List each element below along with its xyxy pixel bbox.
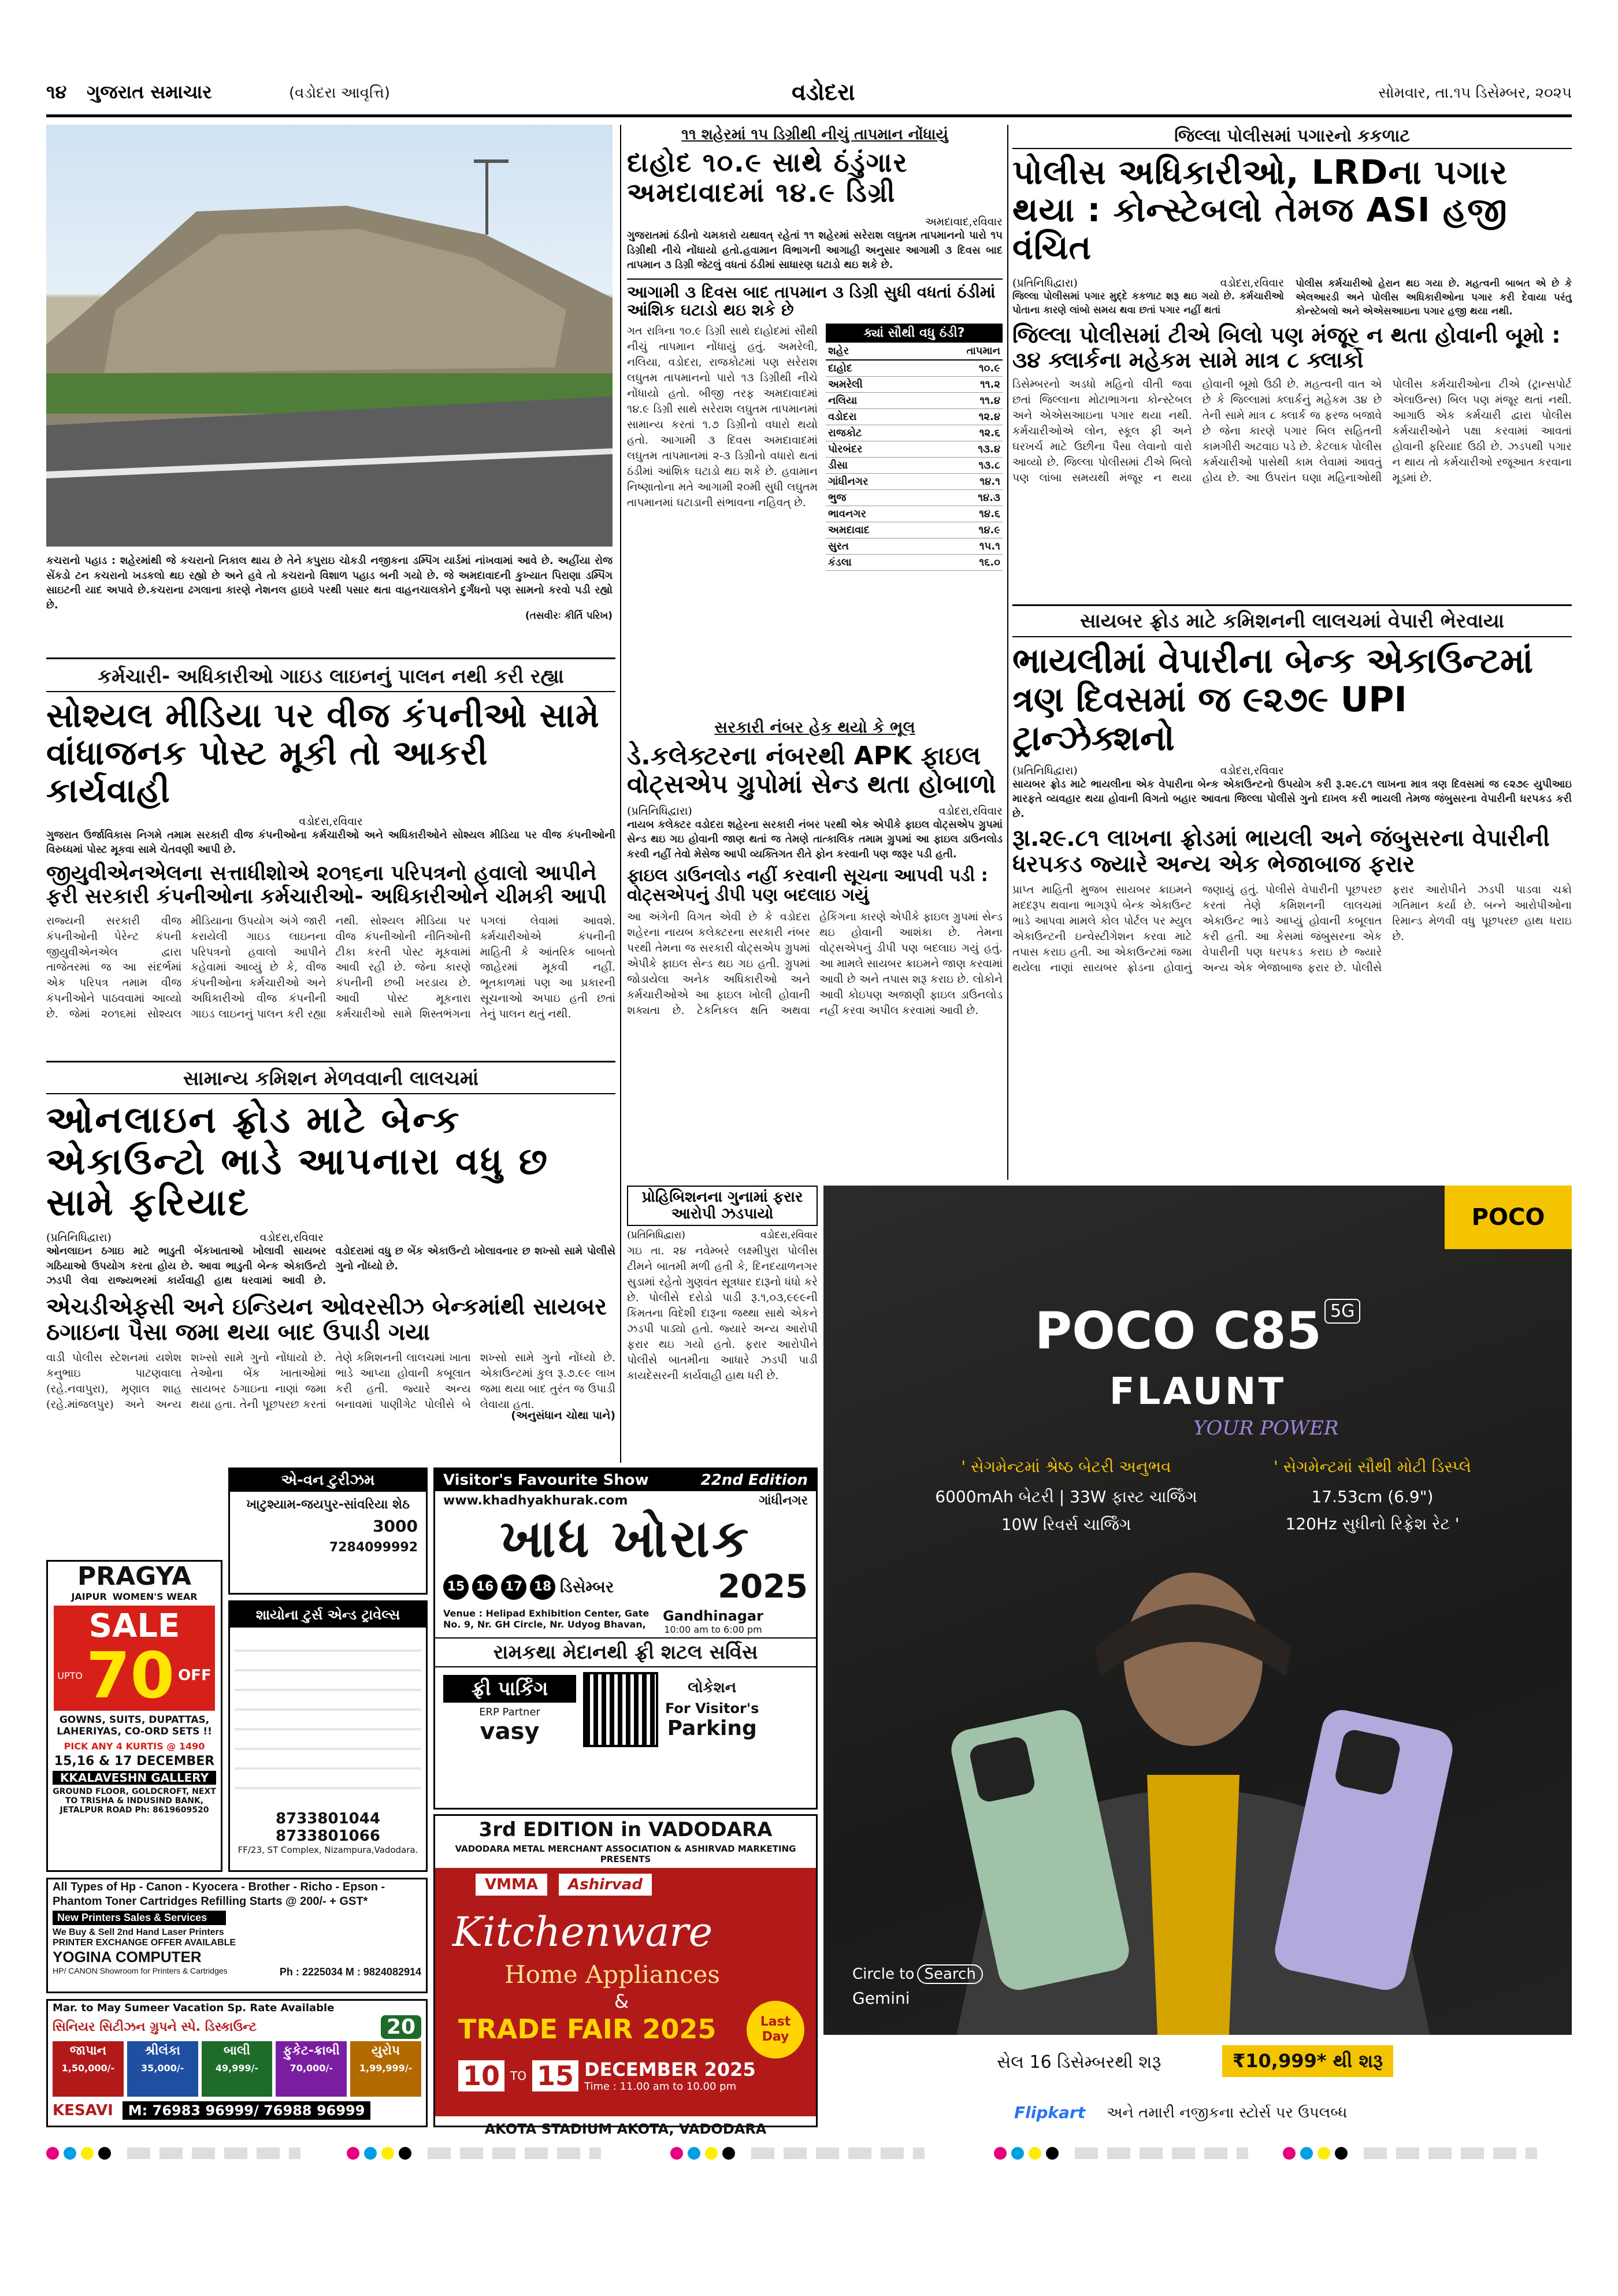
kitchenware-ad[interactable] <box>433 1814 818 2137</box>
kitchen-time: Time : 11.00 am to 10.00 pm <box>584 2080 737 2093</box>
kesavi-years: 20 <box>381 2015 421 2039</box>
khadya-time: 10:00 am to 6:00 pm <box>664 1624 762 1635</box>
upi-lead: સાયબર ફ્રોડ માટે ભાયલીના એક વેપારીના બેન્ક એકાઉન્ટનો ઉપયોગ કરી રૂ.૨૯.૮૧ લાખના માત્ર ત્રણ દિવસમાં જ ૯૨૭૯ યુપીઆઇ મારફતે વ્યવહાર થયા હોવાની વિગતો બહાર આવતા જિલ્લા પોલીસે ગુનો દાખલ કરી ભાયલી તેમજ જંબુસરના વેપારીની ધરપકડ કરી છે. <box>1012 778 1572 820</box>
khadya-day: 16 <box>472 1574 498 1600</box>
power-kicker: કર્મચારી- અધિકારીઓ ગાઇડ લાઇનનું પાલન નથી કરી રહ્યા <box>46 662 615 692</box>
kitchen-fair: TRADE FAIR 2025 <box>458 2013 717 2045</box>
khadya-khorak-ad[interactable] <box>433 1467 818 1810</box>
temp-city: અમરેલી <box>828 378 863 391</box>
kesavi-tour-box[interactable] <box>276 2041 347 2097</box>
masthead-rule <box>46 114 1572 117</box>
kitchen-last-day: Last Day <box>747 2001 804 2059</box>
online-headline: ઓનલાઇન ફ્રોડ માટે બેન્ક એકાઉન્ટો ભાડે આપનારા વધુ છ સામે ફરિયાદ <box>46 1099 550 1225</box>
kesavi-tour-name: બાલી <box>224 2044 250 2058</box>
registration-dot <box>347 2147 359 2160</box>
temp-col-city: શહેર <box>828 345 849 358</box>
police-lead-1: જિલ્લા પોલીસમાં પગાર મુદ્દે કકળાટ શરૂ થઇ ગયો છે. કર્મચારીઓ પોતાના કારણે લાંબો સમય થવા છતાં પગાર નહીં થતાં <box>1012 290 1284 316</box>
temp-kicker: ૧૧ શહેરમાં ૧૫ ડિગ્રીથી નીચું તાપમાન નોંધાયું <box>681 126 948 143</box>
registration-dot <box>688 2147 700 2160</box>
registration-dot <box>1335 2147 1348 2160</box>
kitchen-to: TO <box>510 2068 526 2083</box>
yogina-phone[interactable]: Ph : 2225034 M : 9824082914 <box>279 1966 421 1978</box>
pragya-dates: 15,16 & 17 DECEMBER <box>54 1754 215 1769</box>
date-line: સોમવાર, તા.૧૫ ડિસેમ્બર, ૨૦૨૫ <box>1378 84 1572 102</box>
online-kicker: સામાન્ય કમિશન મેળવવાની લાલચમાં <box>46 1064 615 1094</box>
temp-col-temp: તાપમાન <box>966 345 1000 358</box>
temp-table <box>826 324 1003 571</box>
police-headline: પોલીસ અધિકારીઓ, LRDના પગાર થયા : કોન્સ્ટેબલો તેમજ ASI હજી વંચિત <box>1012 153 1508 267</box>
kesavi-tour-name: જાપાન <box>69 2044 107 2058</box>
khadya-place: Gandhinagar <box>663 1608 763 1624</box>
kesavi-phone[interactable]: M: 76983 96999/ 76988 96999 <box>123 2101 371 2120</box>
kesavi-tour-price: 49,999/- <box>215 2063 259 2074</box>
khadya-day: 15 <box>443 1574 469 1600</box>
temp-subhead: આગામી ૩ દિવસ બાદ તાપમાન ૩ ડિગ્રી સુધી વધતાં ઠંડીમાં આંશિક ઘટાડો થઇ શકે છે <box>627 278 1003 319</box>
temp-city: નલિયા <box>828 395 858 407</box>
temp-table-title: ક્યાં સૌથી વધુ ઠંડી? <box>826 324 1003 343</box>
section-rule-2 <box>46 1061 615 1062</box>
poco-sale-date: સેલ 16 ડિસેમ્બરથી શરૂ <box>997 2052 1161 2072</box>
temp-body: ગત રાત્રિના ૧૦.૯ ડિગ્રી સાથે દાહોદમાં સૌથી નીચું તાપમાન નોંધાયું હતું. અમરેલી, નલિયા, વડોદરા, રાજકોટમાં પણ સરેરાશ લઘુતમ તાપમાનનો પારો ૧૩ ડિગ્રીથી નીચે નોંધાયો હતો. બીજી તરફ અમદાવાદમાં ૧૪.૯ ડિગ્રી સાથે સરેરાશ લઘુતમ તાપમાનમાં સામાન્ય કરતાં ૧.૭ ડિગ્રીનો વધારો થયો હતો. આગામી ૩ દિવસ અમદાવાદમાં લઘુતમ તાપમાનમાં ૨-૩ ડિગ્રીનો વધારો થતાં ઠંડીમાં આંશિક ઘટાડો થઇ શકે છે. હવામાન નિષ્ણાતોના મતે આગામી ૨૦મી સુધી લઘુતમ તાપમાનમાં ઘટાડાની સંભાવના નહિવત્ છે. <box>627 325 818 510</box>
temp-city: ડીસા <box>828 459 848 472</box>
kesavi-name: KESAVI <box>53 2102 113 2119</box>
temp-city: કંડલા <box>828 556 852 569</box>
online-byline: (પ્રતિનિધિદ્વારા) <box>46 1231 112 1244</box>
temp-value: ૧૧.૨ <box>979 378 1000 391</box>
yogina-line-2: Phantom Toner Cartridges Refilling Starts @ 200/- + GST* <box>53 1895 368 1908</box>
shayona-address: FF/23, ST Complex, Nizampura,Vadodara. <box>237 1845 418 1855</box>
pragya-pick: PICK ANY 4 KURTIS @ 1490 <box>64 1741 205 1752</box>
khadya-qr-code[interactable] <box>583 1672 658 1747</box>
registration-dot <box>1046 2147 1059 2160</box>
apk-story <box>627 716 1003 1179</box>
yogina-computer-ad[interactable] <box>46 1878 428 1993</box>
police-body: ડિસેમ્બરનો અડધો મહિનો વીતી જવા છતાં જિલ્લાના મોટાભાગના કોન્સ્ટેબલ અને એએસઆઇના પગાર થયા નથી. કર્મચારીઓએ લોન, સ્કૂલ ફી અને ઘરખર્ચ માટે ઉછીના પૈસા લેવાનો વારો આવ્યો છે. જિલ્લા પોલીસમાં ટીએ બિલો પણ લાંબા સમયથી મંજૂર ન થયા હોવાની બૂમો ઉઠી છે. મહત્વની વાત એ છે કે જિલ્લામાં ક્લાર્કનું મહેકમ ૩૪ છે તેની સામે માત્ર ૮ ક્લાર્ક જ ફરજ બજાવે છે જેના કારણે પગાર બિલ સહિતની કામગીરી અટવાઇ પડે છે. કેટલાક પોલીસ કર્મચારીઓ પાસેથી કામ લેવામાં આવતું હોય છે. આ ઉપરાંત ઘણા મહિનાઓથી પોલીસ કર્મચારીઓના ટીએ (ટ્રાન્સપોર્ટ એલાઉન્સ) બિલ પણ મંજૂર થતાં નથી. આગાઉ એક કર્મચારી દ્વારા પોલીસ કર્મચારીઓને પક્ષા કરવામાં આવતાં હોવાની ફરિયાદ ઉઠી છે. ઝડપથી પગાર ન થાય તો કર્મચારીઓ રજૂઆત કરવાના મૂડમાં છે. <box>1012 378 1572 485</box>
garbage-photo <box>46 125 613 547</box>
kitchen-venue: AKOTA STADIUM AKOTA, VADODARA <box>484 2121 767 2137</box>
a-one-line: ખાટુશ્યામ-જયપુર-સાંવરિયા શેઠ <box>246 1498 410 1512</box>
prohibition-story <box>627 1186 818 1463</box>
apk-byline: (પ્રતિનિધિદ્વારા) <box>627 804 692 818</box>
khadya-venue: Venue : Helipad Exhibition Center, Gate No. 9, Nr. GH Circle, Nr. Udyog Bhavan, <box>443 1608 650 1630</box>
temp-value: ૧૨.૬ <box>979 427 1000 440</box>
temp-dateline: અમદાવાદ,રવિવાર <box>925 216 1003 229</box>
kesavi-tour-price: 1,99,999/- <box>359 2063 413 2074</box>
temp-city: દાહોદ <box>828 362 852 375</box>
apk-body: આ અંગેની વિગત એવી છે કે વડોદરા શહેરના નાયબ કલેક્ટરના સરકારી નંબર પરથી તેમના જ સરકારી વોટ્સએપ ગ્રુપમાં એપીકે ફાઇલ સેન્ડ થઇ ગઇ હતી. ગ્રુપમાં જોડાયેલા અનેક અધિકારીઓ અને કર્મચારીઓએ આ ફાઇલ ખોલી હોવાની શક્યતા છે. ટેકનિકલ ક્ષતિ અથવા હેકિંગના કારણે એપીકે ફાઇલ ગ્રુપમાં સેન્ડ થઇ હોવાની આશંકા છે. તેમના વોટ્સએપનું ડીપી પણ બદલાઇ ગયું હતું. આ મામલે સાયબર ક્રાઇમને જાણ કરવામાં આવી છે અને તપાસ શરૂ કરાઇ છે. લોકોને આવી કોઇપણ અજાણી ફાઇલ ડાઉનલોડ નહીં કરવા અપીલ કરવામાં આવી છે. <box>627 911 1003 1017</box>
kesavi-tour-box[interactable] <box>350 2041 421 2097</box>
temp-value: ૧૨.૪ <box>978 411 1000 423</box>
a-one-price: 3000 <box>373 1517 418 1536</box>
temp-table-row <box>826 538 1003 555</box>
column-rule-b <box>1007 125 1008 1180</box>
police-subhead: જિલ્લા પોલીસમાં ટીએ બિલો પણ મંજૂર ન થતા હોવાની બૂમો : ૩૪ ક્લાર્કના મહેકમ સામે માત્ર ૮ ક્લાર્કો <box>1012 322 1561 373</box>
temp-value: ૧૪.૯ <box>978 524 1000 537</box>
kesavi-tour-box[interactable] <box>53 2041 124 2097</box>
pragya-shop: KKALAVESHN GALLERY <box>53 1771 216 1785</box>
khadya-month: ડિસેમ્બર <box>560 1577 614 1596</box>
temp-city: ભુજ <box>828 492 847 504</box>
kitchen-month: DECEMBER 2025 <box>584 2059 756 2080</box>
poco-feature-display-a: 17.53cm (6.9") <box>1311 1487 1434 1506</box>
yogina-line-5: PRINTER EXCHANGE OFFER AVAILABLE <box>53 1938 236 1948</box>
apk-headline: ડે.કલેક્ટરના નંબરથી APK ફાઇલ વોટ્સએપ ગ્રુપોમાં સેન્ડ થતા હોબાળો <box>627 741 996 800</box>
power-lead: ગુજરાત ઉર્જાવિકાસ નિગમે તમામ સરકારી વીજ કંપનીઓના કર્મચારીઓ અને અધિકારીઓને સોશ્યલ મીડિયા પર વીજ કંપનીઓની વિરુધ્ધમાં પોસ્ટ મૂકવા સામે ચેતવણી આપી છે. <box>46 829 615 856</box>
police-dateline: વડોદરા,રવિવાર <box>1220 276 1284 289</box>
registration-dot <box>994 2147 1007 2160</box>
kesavi-tour-price: 70,000/- <box>290 2063 333 2074</box>
poco-model: POCO C85 <box>1034 1301 1322 1361</box>
online-subhead: એચડીએફસી અને ઇન્ડિયન ઓવરસીઝ બેન્કમાંથી સાયબર ઠગાઇના પૈસા જમા થયા બાદ ઉપાડી ગયા <box>46 1293 607 1346</box>
khadya-day: 18 <box>530 1574 555 1600</box>
registration-dot <box>1283 2147 1296 2160</box>
upi-story <box>1012 604 1572 1171</box>
upi-body: પ્રાપ્ત માહિતી મુજબ સાયબર ક્રાઇમને મદદરૂપ થવાના ભાગરૂપે બેન્ક એકાઉન્ટ ભાડે આપવા મામલે કોલ પોર્ટલ પર મ્યુલ એકાઉન્ટની ઇન્વેસ્ટીગેશન કરવા માટે તપાસ કરાઇ હતી. આ એકાઉન્ટમાં જમા થયેલા નાણાં સાયબર ફ્રોડના હોવાનું જણાયું હતું. પોલીસે વેપારીની પૂછપરછ કરતાં તેણે કમિશનની લાલચમાં એકાઉન્ટ ભાડે આપ્યું હોવાની કબૂલાત કરી હતી. આ કેસમાં જંબુસરના એક વેપારીની પણ ધરપકડ કરાઇ છે જ્યારે અન્ય એક ભેજાબાજ ફરાર છે. પોલીસે ફરાર આરોપીને ઝડપી પાડવા ચક્રો ગતિમાન કર્યા છે. બન્ને આરોપીઓના રિમાન્ડ મેળવી વધુ પૂછપરછ હાથ ધરાઇ છે. <box>1012 883 1572 974</box>
temp-table-row <box>826 555 1003 571</box>
kesavi-tour-name: ફુકેટ-ક્રાબી <box>283 2044 340 2058</box>
kesavi-tour-name: યુરોપ <box>372 2044 400 2058</box>
poco-tag-power: YOUR POWER <box>1193 1417 1339 1440</box>
pragya-items: GOWNS, SUITS, DUPATTAS, LAHERIYAS, CO-ORD SETS !! <box>57 1714 212 1737</box>
pragya-city: JAIPUR <box>71 1591 107 1602</box>
online-lead: ઓનલાઇન ઠગાઇ માટે ભાડુતી બેંકખાતાઓ ખોલાવી સાયબર ગઠિયાઓ ઉપયોગ કરતા હોય છે. આવા ભાડુતી બેન્ક એકાઉન્ટો ઝડપી લેવા રાજ્યભરમાં કાર્યવાહી હાથ ધરવામાં આવી છે. વડોદરામાં વધુ છ બેંક એકાઉન્ટો ખોલાવનાર છ શખ્સો સામે પોલીસે ગુનો નોંધ્યો છે. <box>46 1245 615 1287</box>
prohibition-byline: (પ્રતિનિધિદ્વારા) <box>627 1229 685 1242</box>
kesavi-tour-box[interactable] <box>202 2041 273 2097</box>
poco-search-label: Search <box>917 1964 982 1984</box>
poco-circle-label: Circle to <box>852 1966 915 1983</box>
a-one-mobile[interactable]: 7284099992 <box>329 1540 418 1555</box>
photo-caption <box>46 553 613 622</box>
poco-5g-badge: 5G <box>1324 1299 1360 1324</box>
kitchen-start-day: 10 <box>458 2060 504 2091</box>
apk-subhead: ફાઇલ ડાઉનલોડ નહીં કરવાની સૂચના આપવી પડી : વોટ્સએપનું ડીપી પણ બદલાઇ ગયું <box>627 865 988 905</box>
temp-value: ૧૫.૧ <box>979 540 1000 553</box>
pragya-address: GROUND FLOOR, GOLDCROFT, NEXT TO TRISHA & INDUSIND BANK, JETALPUR ROAD Ph: 8619609520 <box>53 1787 216 1815</box>
kitchen-title: Kitchenware <box>452 1908 713 1956</box>
photo-caption-text: કચરાનો પહાડ : શહેરમાંથી જે કચરાનો નિકાલ થાય છે તેને કપુરાઇ ચોકડી નજીકના ડમ્પિંગ યાર્ડમાં નાંખવામાં આવે છે. અહીંયા રોજ સેંકડો ટન કચરાનો ખડકલો થઇ રહ્યો છે અને હવે તો કચરાનો વિશાળ પહાડ બની ગયો છે. જે અમદાવાદની કુખ્યાત પિરાણા ડમ્પિંગ સાઇટની યાદ અપાવે છે.કચરાના ઢગલાના કારણે નેશનલ હાઇવે પરથી પસાર થતા વાહનચાલકોને દુર્ગંધનો પણ સામનો કરવો પડી રહ્યો છે. <box>46 555 613 611</box>
temp-value: ૧૪.૧ <box>979 475 1000 488</box>
khadya-title: ખાધ ખોરાક <box>500 1509 751 1569</box>
poco-gemini-label: Gemini <box>852 1989 910 2008</box>
pragya-name: PRAGYA <box>77 1562 192 1591</box>
city-name: વડોદરા <box>792 79 855 106</box>
khadya-top: Visitor's Favourite Show <box>443 1472 649 1489</box>
apk-kicker: સરકારી નંબર હેક થયો કે ભૂલ <box>714 718 915 737</box>
temp-value: ૧૩.૮ <box>978 459 1000 472</box>
temp-value: ૧૬.૦ <box>979 556 1000 569</box>
power-dateline: વડોદરા,રવિવાર <box>299 815 363 828</box>
shayona-phone-1[interactable]: 8733801044 <box>276 1810 380 1827</box>
online-fraud-story <box>46 1064 615 1463</box>
power-headline: સોશ્યલ મીડિયા પર વીજ કંપનીઓ સામે વાંધાજનક પોસ્ટ મૂકી તો આકરી કાર્યવાહી <box>46 696 600 810</box>
khadya-shuttle: રામકથા મેદાનથી ફ્રી શટલ સર્વિસ <box>435 1637 816 1667</box>
yogina-line-1: All Types of Hp - Canon - Kyocera - Brother - Richo - Epson - <box>53 1881 385 1893</box>
temp-table-row <box>826 361 1003 377</box>
online-continued: (અનુસંધાન ચોથા પાને) <box>511 1409 615 1422</box>
upi-byline: (પ્રતિનિધિદ્વારા) <box>1012 764 1078 777</box>
khadya-vp1: For Visitor's <box>665 1700 759 1717</box>
column-rule-a <box>620 125 621 1463</box>
temp-table-row <box>826 377 1003 393</box>
online-body: વાડી પોલીસ સ્ટેશનમાં યશેશ કનુભાઇ પાટણવાલા (રહે.નવાપુરા), મૃણાલ શાહ (રહે.માંજલપુર) અને અન્ય શખ્સો સામે ગુનો નોંધાયો છે. તેઓના બેંક ખાતાઓમાં સાયબર ઠગાઇના નાણાં જમા થયા હતા. તેની પૂછપરછ કરતાં તેણે કમિશનની લાલચમાં ખાતા ભાડે આપ્યા હોવાની કબૂલાત કરી હતી. જ્યારે અન્ય બનાવમાં પાણીગેટ પોલીસે બે શખ્સો સામે ગુનો નોંધ્યો છે. એકાઉન્ટમાં કુલ રૂ.૭.૯૯ લાખ જમા થયા બાદ તુરંત જ ઉપાડી લેવાયા હતા. <box>46 1351 615 1411</box>
khadya-vasy: vasy <box>480 1718 540 1745</box>
poco-price[interactable]: ₹10,999* થી શરૂ <box>1222 2045 1393 2077</box>
gray-scale-bar <box>751 2148 925 2159</box>
temp-table-row <box>826 409 1003 425</box>
page-number: ૧૪ <box>46 81 67 103</box>
yogina-line-4: We Buy & Sell 2nd Hand Laser Printers <box>53 1927 224 1937</box>
temp-value: ૧૦.૯ <box>978 362 1000 375</box>
registration-dot <box>81 2147 94 2160</box>
temp-city: અમદાવાદ <box>828 524 870 537</box>
photo-credit: (તસવીરઃ કીર્તિ પરિખ) <box>525 610 613 622</box>
registration-dot <box>381 2147 394 2160</box>
yogina-line-6: HP/ CANON Showroom for Printers & Cartridges <box>53 1966 228 1975</box>
temp-city: ગાંધીનગર <box>828 475 869 488</box>
upi-kicker: સાયબર ફ્રોડ માટે કમિશનની લાલચમાં વેપારી ભેરવાયા <box>1012 604 1572 637</box>
upi-subhead: રૂા.૨૯.૮૧ લાખના ફ્રોડમાં ભાયલી અને જંબુસરના વેપારીની ધરપકડ જ્યારે અન્ય એક ભેજાબાજ ફરાર <box>1012 825 1550 878</box>
kitchen-top: 3rd EDITION in VADODARA <box>435 1816 816 1844</box>
pragya-percent: 70 <box>86 1639 175 1712</box>
yogina-name: YOGINA COMPUTER <box>53 1948 202 1966</box>
police-byline: (પ્રતિનિધિદ્વારા) <box>1012 276 1078 289</box>
kesavi-tour-price: 35,000/- <box>141 2063 184 2074</box>
temp-table-row <box>826 458 1003 474</box>
prohibition-body: ગઇ તા. ૨૪ નવેમ્બરે લક્ષ્મીપુરા પોલીસ ટીમને બાતમી મળી હતી કે, દિનદયાળનગર સુડામાં રહેતો ગુણવંત સૂત્રધાર દારૂનો ધંધો કરે છે. પોલીસે દરોડો પાડી રૂ.૧,૦૩,૯૯૯ની કિંમતના વિદેશી દારૂના જથ્થા સાથે એકને ઝડપી પાડ્યો હતો. જ્યારે અન્ય આરોપી ફરાર થઇ ગયો હતો. ફરાર આરોપીને પોલીસે બાતમીના આધારે ઝડપી પાડી કાયદેસરની કાર્યવાહી હાથ ધરી છે. <box>627 1244 818 1382</box>
prohibition-dateline: વડોદરા,રવિવાર <box>760 1229 818 1242</box>
pragya-off: OFF <box>178 1667 211 1684</box>
pragya-ad[interactable] <box>46 1560 222 1872</box>
yogina-line-3: New Printers Sales & Services <box>53 1911 226 1925</box>
kesavi-tour-box[interactable] <box>127 2041 198 2097</box>
temp-value: ૧૩.૪ <box>978 443 1000 456</box>
temp-city: ભાવનગર <box>828 508 866 521</box>
khadya-site[interactable]: www.khadhyakhurak.com <box>443 1493 628 1508</box>
kesavi-travel-ad[interactable] <box>46 1999 428 2127</box>
khadya-parking: ફ્રી પાર્કિંગ <box>443 1675 576 1703</box>
power-subhead: જીયુવીએનએલના સત્તાધીશોએ ૨૦૧૬ના પરિપત્રનો હવાલો આપીને ફરી સરકારી કંપનીઓના કર્મચારીઓ- અધિકારીઓને ચીમકી આપી <box>46 861 607 909</box>
kitchen-vmma-logo: VMMA <box>476 1874 547 1896</box>
registration-dot <box>364 2147 377 2160</box>
kesavi-top: Mar. to May Sumeer Vacation Sp. Rate Available <box>53 2002 335 2014</box>
khadya-location[interactable]: લોકેશન <box>688 1679 737 1696</box>
khadya-edition: 22nd Edition <box>700 1472 808 1489</box>
kesavi-tour-name: શ્રીલંકા <box>144 2044 181 2058</box>
kitchen-amp: & <box>614 1990 629 2012</box>
poco-stores-text: અને તમારી નજીકના સ્ટોર્સ પર ઉપલબ્ધ <box>1107 2104 1348 2122</box>
online-dateline: વડોદરા,રવિવાર <box>259 1231 324 1244</box>
registration-dot <box>46 2147 59 2160</box>
registration-dot <box>64 2147 76 2160</box>
temp-table-row <box>826 490 1003 506</box>
registration-strip <box>46 2145 1572 2162</box>
temperature-story <box>627 125 1003 709</box>
kesavi-tour-price: 1,50,000/- <box>61 2063 115 2074</box>
khadya-erp: ERP Partner <box>479 1706 540 1718</box>
registration-dot <box>705 2147 718 2160</box>
registration-dot <box>1029 2147 1041 2160</box>
temp-table-row <box>826 506 1003 522</box>
temp-city: પોરબંદર <box>828 443 863 456</box>
temp-value: ૧૧.૪ <box>979 395 1000 407</box>
police-story <box>1012 125 1572 597</box>
poco-flipkart-strip[interactable] <box>823 2098 1572 2127</box>
kesavi-title: સિનિયર સિટીઝન ગ્રુપને સ્પે. ડિસ્કાઉન્ટ <box>53 2020 257 2034</box>
temp-lead: ગુજરાતમાં ઠંડીનો ચમકારો યથાવત્ રહેતાં ૧૧ શહેરમાં સરેરાશ લઘુતમ તાપમાનનો પારો ૧૫ ડિગ્રીથી નીચે નોંધાયો હતો.હવામાન વિભાગની આગાહી અનુસાર આગામી ૩ દિવસ બાદ તાપમાન ૩ ડિગ્રી જેટલું વધતાં ઠંડીમાં સાધારણ ઘટાડો થઇ શકે છે. <box>627 229 1003 272</box>
temp-table-row <box>826 425 1003 441</box>
poco-feature-battery-b: 10W રિવર્સ ચાર્જિંગ <box>1001 1515 1131 1534</box>
temp-city: વડોદરા <box>828 411 857 423</box>
pragya-sale: SALE <box>88 1607 180 1645</box>
registration-dot <box>98 2147 111 2160</box>
gray-scale-bar <box>428 2148 601 2159</box>
registration-dot <box>722 2147 735 2160</box>
power-company-story <box>46 662 615 1055</box>
poco-feature-display-b: 120Hz સુધીનો રિફ્રેશ રેટ ' <box>1285 1514 1460 1533</box>
a-one-title: એ-વન ટુરીઝમ <box>230 1469 426 1492</box>
upi-headline: ભાયલીમાં વેપારીના બેન્ક એકાઉન્ટમાં ત્રણ દિવસમાં જ ૯૨૭૯ UPI ટ્રાન્ઝેક્શનો <box>1012 641 1534 759</box>
poco-feature-battery-title: ' સેગમેન્ટમાં શ્રેષ્ઠ બેટરી અનુભવ <box>961 1457 1171 1476</box>
paper-name: ગુજરાત સમાચાર <box>87 81 212 103</box>
flipkart-logo[interactable]: Flipkart <box>1014 2103 1086 2122</box>
a-one-tourism-ad[interactable] <box>228 1467 428 1595</box>
registration-dot <box>1300 2147 1313 2160</box>
prohibition-kicker: પ્રોહિબિશનના ગુનામાં ફરાર આરોપી ઝડપાયો <box>627 1186 818 1226</box>
pragya-upto: UPTO <box>57 1670 83 1681</box>
garbage-hill-image <box>46 125 613 547</box>
apk-lead: નાયબ કલેક્ટર વડોદરા શહેરના સરકારી નંબર પરથી એક એપીકે ફાઇલ વોટ્સએપ ગ્રુપમાં સેન્ડ થઇ ગઇ હોવાની જાણ થતાં જ તેમણે તાત્કાલિક તમામ ગ્રુપમાં આ ફાઇલ ડાઉનલોડ કરવી નહીં તેવો મેસેજ આપી વ્યક્તિગત રીતે ફોન કરવાની પણ જરૂર પડી હતી. <box>627 818 1003 860</box>
khadya-day: 17 <box>501 1574 526 1600</box>
registration-dot <box>1318 2147 1330 2160</box>
kitchen-org: VADODARA METAL MERCHANT ASSOCIATION & ASHIRVAD MARKETING PRESENTS <box>455 1844 796 1864</box>
power-body: રાજ્યની સરકારી વીજ કંપનીઓની પેરેન્ટ કંપની જીયુવીએનએલ દ્વારા તાજેતરમાં જ આ સંદર્ભમાં એક પરિપત્ર તમામ વીજ કંપનીઓને પાઠવવામાં આવ્યો છે. જેમાં ૨૦૧૬માં સોશ્યલ મીડિયાના ઉપયોગ અંગે જારી કરાયેલી ગાઇડ લાઇનના પરિપત્રનો હવાલો આપીને કહેવામાં આવ્યું છે કે, વીજ કંપનીઓના કર્મચારીઓ અને અધિકારીઓ વીજ કંપનીની ગાઇડ લાઇનનું પાલન કરી રહ્યા નથી. સોશ્યલ મીડિયા પર વીજ કંપનીઓની નીતિઓની ટીકા કરતી પોસ્ટ મૂકવામાં આવી રહી છે. જેના કારણે કંપનીની છબી ખરડાય છે. આવી પોસ્ટ મૂકનારા કર્મચારીઓ સામે શિસ્તભંગના પગલાં લેવામાં આવશે. કર્મચારીઓએ કંપનીની માહિતી કે આંતરિક બાબતો જાહેરમાં મૂકવી નહીં. ભૂતકાળમાં પણ આ પ્રકારની સૂચનાઓ અપાઇ હતી છતાં તેનું પાલન થતું નથી. <box>46 914 615 1021</box>
khadya-year: 2025 <box>718 1568 808 1606</box>
masthead <box>46 79 1572 109</box>
temp-headline: દાહોદ ૧૦.૯ સાથે ઠંડુંગાર અમદાવાદમાં ૧૪.૯ ડિગ્રી <box>627 147 908 208</box>
police-lead-2: પોલીસ કર્મચારીઓ હેરાન થઇ ગયા છે. મહત્વની બાબત એ છે કે એલઆરડી અને પોલીસ અધિકારીઓના પગાર કરી દેવાયા પરંતુ કોન્સ્ટેબલો અને એએસઆઇના પગાર હજી થયા નથી. <box>1296 277 1572 318</box>
temp-table-row <box>826 441 1003 458</box>
poco-feature-display-title: ' સેગમેન્ટમાં સૌથી મોટી ડિસ્પ્લે <box>1274 1457 1471 1476</box>
apk-dateline: વડોદરા,રવિવાર <box>938 804 1003 818</box>
poco-tag-flaunt: FLAUNT <box>1109 1370 1286 1413</box>
temp-city: રાજકોટ <box>828 427 862 440</box>
gray-scale-bar <box>127 2148 300 2159</box>
shayona-phone-2[interactable]: 8733801066 <box>276 1827 380 1845</box>
kitchen-end-day: 15 <box>532 2060 578 2091</box>
temp-table-row <box>826 474 1003 490</box>
temp-value: ૧૪.૩ <box>978 492 1000 504</box>
registration-dot <box>399 2147 411 2160</box>
temp-table-row <box>826 522 1003 538</box>
khadya-city: ગાંધીનગર <box>759 1493 808 1508</box>
police-kicker: જિલ્લા પોલીસમાં પગારનો કકળાટ <box>1012 125 1572 149</box>
registration-dot <box>1011 2147 1024 2160</box>
temp-city: સુરત <box>828 540 849 553</box>
shayona-title: શાયોના ટુર્સ એન્ડ ટ્રાવેલ્સ <box>230 1602 426 1628</box>
pragya-tag: WOMEN'S WEAR <box>112 1591 198 1602</box>
upi-dateline: વડોદરા,રવિવાર <box>1220 764 1284 777</box>
section-rule-1 <box>46 657 615 659</box>
poco-ad[interactable] <box>823 1186 1572 2093</box>
khadya-vp2: Parking <box>667 1717 757 1740</box>
kitchen-ashirvad-logo: Ashirvad <box>559 1874 652 1896</box>
poco-feature-battery-a: 6000mAh બેટરી | 33W ફાસ્ટ ચાર્જિંગ <box>935 1487 1197 1506</box>
poco-brand: POCO <box>1445 1186 1572 1249</box>
temp-table-row <box>826 393 1003 409</box>
edition-label: (વડોદરા આવૃત્તિ) <box>289 84 390 102</box>
registration-dot <box>670 2147 683 2160</box>
gray-scale-bar <box>1075 2148 1248 2159</box>
shayona-tours-ad[interactable] <box>228 1600 428 1872</box>
gray-scale-bar <box>1364 2148 1537 2159</box>
temp-value: ૧૪.૬ <box>979 508 1000 521</box>
kitchen-subtitle: Home Appliances <box>504 1960 720 1989</box>
